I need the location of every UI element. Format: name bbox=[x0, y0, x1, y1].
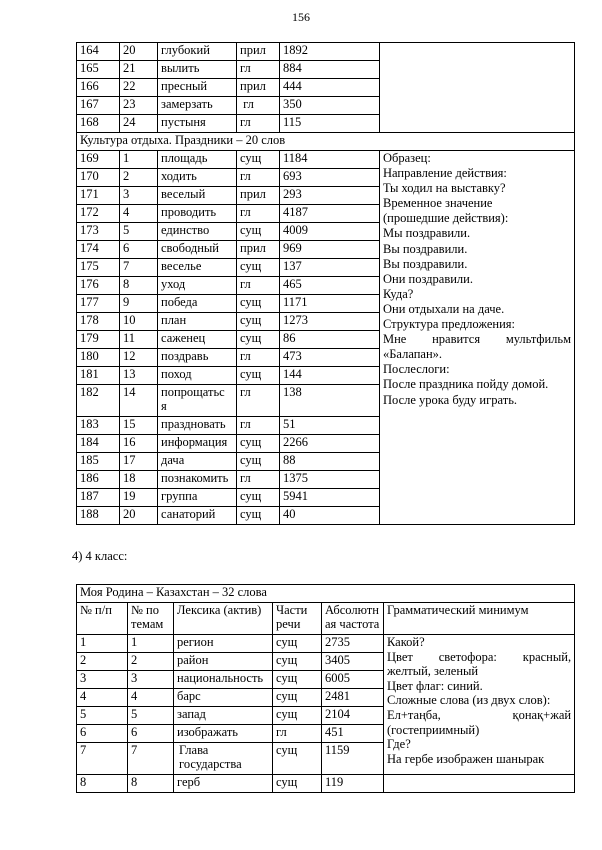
table-cell: 1273 bbox=[280, 313, 380, 331]
table-title-row bbox=[77, 585, 575, 603]
table-cell: поход bbox=[158, 367, 237, 385]
table-cell: 168 bbox=[77, 115, 120, 133]
grammar-line: Вы поздравили. bbox=[383, 241, 468, 256]
table-cell: 7 bbox=[128, 743, 174, 775]
table-cell: 6 bbox=[120, 241, 158, 259]
table-cell: 119 bbox=[322, 775, 384, 793]
table-cell: проводить bbox=[158, 205, 237, 223]
table-cell: 184 bbox=[77, 435, 120, 453]
table-cell: герб bbox=[174, 775, 273, 793]
table-cell: 115 bbox=[280, 115, 380, 133]
table-cell: 1892 bbox=[280, 43, 380, 61]
table-cell: гл bbox=[237, 97, 280, 115]
table-cell: 9 bbox=[120, 295, 158, 313]
table-cell: 5941 bbox=[280, 489, 380, 507]
page-number: 156 bbox=[292, 10, 310, 24]
table-cell: 186 bbox=[77, 471, 120, 489]
table-cell: 175 bbox=[77, 259, 120, 277]
table-cell: 171 bbox=[77, 187, 120, 205]
table-cell: 444 bbox=[280, 79, 380, 97]
table-cell: 8 bbox=[120, 277, 158, 295]
table-cell: 6 bbox=[128, 725, 174, 743]
table-row bbox=[77, 151, 575, 169]
header-cell: № п/п bbox=[77, 603, 128, 635]
table-cell: 138 bbox=[280, 385, 380, 417]
table-cell: 969 bbox=[280, 241, 380, 259]
table-cell: 4009 bbox=[280, 223, 380, 241]
table-cell: 180 bbox=[77, 349, 120, 367]
table-cell: 170 bbox=[77, 169, 120, 187]
section-title-row bbox=[77, 133, 575, 151]
table-cell: 179 bbox=[77, 331, 120, 349]
empty-grammar-cell bbox=[380, 43, 575, 133]
table-cell: 4 bbox=[128, 689, 174, 707]
grammar-minimum-cell bbox=[380, 151, 575, 525]
table-cell: поздравь bbox=[158, 349, 237, 367]
table-cell: 173 bbox=[77, 223, 120, 241]
grammar-line: После праздника пойду домой. bbox=[383, 377, 549, 392]
table-cell: 4187 bbox=[280, 205, 380, 223]
header-cell: Абсолютн ая частота bbox=[322, 603, 384, 635]
table-row bbox=[77, 43, 575, 61]
table-cell: площадь bbox=[158, 151, 237, 169]
table-cell: саженец bbox=[158, 331, 237, 349]
section-heading: 4) 4 класс: bbox=[72, 549, 128, 563]
grammar-line: На гербе изображен шанырак bbox=[387, 751, 545, 766]
header-cell: Грамматический минимум bbox=[384, 603, 575, 635]
table-cell: 1375 bbox=[280, 471, 380, 489]
grammar-line: Ты ходил на выставку? bbox=[383, 181, 506, 196]
table-cell: санаторий bbox=[158, 507, 237, 525]
table-cell: 21 bbox=[120, 61, 158, 79]
table-cell: 7 bbox=[120, 259, 158, 277]
table-cell: район bbox=[174, 653, 273, 671]
grammar-minimum-cell bbox=[384, 635, 575, 775]
table-cell: информация bbox=[158, 435, 237, 453]
table-cell: 1 bbox=[77, 635, 128, 653]
table-cell: сущ bbox=[237, 453, 280, 471]
header-cell: № по темам bbox=[128, 603, 174, 635]
table-cell: 88 bbox=[280, 453, 380, 471]
table-cell: 2266 bbox=[280, 435, 380, 453]
table-cell: 4 bbox=[77, 689, 128, 707]
table-cell: ходить bbox=[158, 169, 237, 187]
grammar-line: Послеслоги: bbox=[383, 362, 450, 377]
table-cell: 3405 bbox=[322, 653, 384, 671]
header-cell: Лексика (актив) bbox=[174, 603, 273, 635]
table-cell: гл bbox=[237, 61, 280, 79]
table-cell: 24 bbox=[120, 115, 158, 133]
table-cell: изображать bbox=[174, 725, 273, 743]
table-cell: гл bbox=[237, 115, 280, 133]
grammar-line: Структура предложения: bbox=[383, 317, 515, 332]
table-cell: 169 bbox=[77, 151, 120, 169]
grammar-line: Цвет светофора: красный, желтый, зеленый bbox=[387, 649, 572, 679]
table-cell: 350 bbox=[280, 97, 380, 115]
table-cell: 5 bbox=[77, 707, 128, 725]
table-row bbox=[77, 775, 575, 793]
table-cell: сущ bbox=[273, 671, 322, 689]
header-row bbox=[77, 603, 575, 635]
table-cell: 1 bbox=[120, 151, 158, 169]
table-cell: замерзать bbox=[158, 97, 237, 115]
grammar-line: Где? bbox=[387, 737, 411, 752]
table-cell: 451 bbox=[322, 725, 384, 743]
table-cell: национальность bbox=[174, 671, 273, 689]
table-cell: гл bbox=[237, 205, 280, 223]
table-cell: попрощатьс я bbox=[158, 385, 237, 417]
table-cell: сущ bbox=[237, 313, 280, 331]
table-cell: 7 bbox=[77, 743, 128, 775]
table-cell: 693 bbox=[280, 169, 380, 187]
table-cell: 3 bbox=[128, 671, 174, 689]
table-cell: свободный bbox=[158, 241, 237, 259]
table-cell: гл bbox=[237, 349, 280, 367]
table-cell: 177 bbox=[77, 295, 120, 313]
empty-grammar-cell bbox=[384, 775, 575, 793]
table-cell: 166 bbox=[77, 79, 120, 97]
table-cell: 293 bbox=[280, 187, 380, 205]
table-cell: 187 bbox=[77, 489, 120, 507]
table-cell: 167 bbox=[77, 97, 120, 115]
table-cell: 473 bbox=[280, 349, 380, 367]
table-cell: вылить bbox=[158, 61, 237, 79]
table-cell: сущ bbox=[273, 743, 322, 775]
table-cell: 11 bbox=[120, 331, 158, 349]
table-cell: 8 bbox=[128, 775, 174, 793]
table-cell: дача bbox=[158, 453, 237, 471]
table-cell: 14 bbox=[120, 385, 158, 417]
table-cell: сущ bbox=[273, 707, 322, 725]
table-cell: сущ bbox=[273, 653, 322, 671]
table-cell: 183 bbox=[77, 417, 120, 435]
grammar-line: Направление действия: bbox=[383, 166, 507, 181]
grammar-line: Цвет флаг: синий. bbox=[387, 678, 483, 693]
grammar-line: Ел+таңба, қонақ+жай (гостеприимный) bbox=[387, 707, 572, 737]
table-cell: 188 bbox=[77, 507, 120, 525]
table-cell: 10 bbox=[120, 313, 158, 331]
table-cell: 1 bbox=[128, 635, 174, 653]
table-cell: Глава государства bbox=[174, 743, 273, 775]
table-cell: запад bbox=[174, 707, 273, 725]
table-title: Моя Родина – Казахстан – 32 слова bbox=[77, 585, 575, 603]
table-cell: пресный bbox=[158, 79, 237, 97]
grammar-line: Какой? bbox=[387, 635, 425, 649]
table-cell: 181 bbox=[77, 367, 120, 385]
table-cell: прил bbox=[237, 187, 280, 205]
table-cell: победа bbox=[158, 295, 237, 313]
table-cell: 137 bbox=[280, 259, 380, 277]
table-cell: 884 bbox=[280, 61, 380, 79]
table-cell: прил bbox=[237, 241, 280, 259]
table-cell: 176 bbox=[77, 277, 120, 295]
grammar-line: Куда? bbox=[383, 286, 414, 301]
table-cell: 2481 bbox=[322, 689, 384, 707]
table-cell: веселье bbox=[158, 259, 237, 277]
table-cell: 20 bbox=[120, 43, 158, 61]
table-cell: сущ bbox=[237, 489, 280, 507]
table-cell: гл bbox=[273, 725, 322, 743]
grammar-line: Сложные слова (из двух слов): bbox=[387, 693, 551, 708]
table-cell: познакомить bbox=[158, 471, 237, 489]
table-cell: прил bbox=[237, 79, 280, 97]
table-cell: 16 bbox=[120, 435, 158, 453]
grammar-line: Они отдыхали на даче. bbox=[383, 301, 505, 316]
grammar-line: Временное значение bbox=[383, 196, 493, 211]
table-cell: 178 bbox=[77, 313, 120, 331]
table-cell: сущ bbox=[237, 151, 280, 169]
table-cell: сущ bbox=[237, 435, 280, 453]
table-cell: веселый bbox=[158, 187, 237, 205]
table-cell: сущ bbox=[237, 507, 280, 525]
table-cell: уход bbox=[158, 277, 237, 295]
table-cell: 17 bbox=[120, 453, 158, 471]
table-cell: сущ bbox=[237, 259, 280, 277]
table-cell: 174 bbox=[77, 241, 120, 259]
grammar-line: Они поздравили. bbox=[383, 271, 473, 286]
table-cell: единство bbox=[158, 223, 237, 241]
table-cell: 2 bbox=[128, 653, 174, 671]
table-cell: 8 bbox=[77, 775, 128, 793]
table-cell: 165 bbox=[77, 61, 120, 79]
table-cell: гл bbox=[237, 169, 280, 187]
grammar-line: Вы поздравили. bbox=[383, 256, 468, 271]
table-cell: 86 bbox=[280, 331, 380, 349]
table-cell: 13 bbox=[120, 367, 158, 385]
table-cell: 2 bbox=[77, 653, 128, 671]
table-cell: 19 bbox=[120, 489, 158, 507]
table-cell: 12 bbox=[120, 349, 158, 367]
table-cell: группа bbox=[158, 489, 237, 507]
table-cell: регион bbox=[174, 635, 273, 653]
table-cell: гл bbox=[237, 277, 280, 295]
table-cell: 3 bbox=[77, 671, 128, 689]
section-title: Культура отдыха. Праздники – 20 слов bbox=[77, 133, 575, 151]
table-cell: сущ bbox=[273, 635, 322, 653]
table-cell: 172 bbox=[77, 205, 120, 223]
vocabulary-table-3rd-grade bbox=[76, 42, 575, 525]
table-cell: 23 bbox=[120, 97, 158, 115]
table-cell: 1159 bbox=[322, 743, 384, 775]
table-cell: 2104 bbox=[322, 707, 384, 725]
table-cell: 465 bbox=[280, 277, 380, 295]
table-cell: 22 bbox=[120, 79, 158, 97]
table-cell: 2 bbox=[120, 169, 158, 187]
table-cell: праздновать bbox=[158, 417, 237, 435]
table-cell: 144 bbox=[280, 367, 380, 385]
table-cell: 51 bbox=[280, 417, 380, 435]
table-cell: 3 bbox=[120, 187, 158, 205]
table-cell: сущ bbox=[237, 367, 280, 385]
table-cell: 2735 bbox=[322, 635, 384, 653]
vocabulary-table-4th-grade bbox=[76, 584, 575, 793]
table-cell: 164 bbox=[77, 43, 120, 61]
grammar-line: «Балапан». bbox=[383, 347, 443, 362]
table-cell: пустыня bbox=[158, 115, 237, 133]
table-cell: сущ bbox=[273, 689, 322, 707]
grammar-line: (прошедшие действия): bbox=[383, 211, 509, 226]
table-row bbox=[77, 635, 575, 653]
table-cell: сущ bbox=[273, 775, 322, 793]
table-cell: план bbox=[158, 313, 237, 331]
table-cell: сущ bbox=[237, 331, 280, 349]
grammar-line: Образец: bbox=[383, 151, 431, 165]
table-cell: 15 bbox=[120, 417, 158, 435]
table-cell: сущ bbox=[237, 295, 280, 313]
grammar-line: Мы поздравили. bbox=[383, 226, 471, 241]
table-cell: прил bbox=[237, 43, 280, 61]
table-cell: 6005 bbox=[322, 671, 384, 689]
table-cell: 5 bbox=[120, 223, 158, 241]
table-cell: гл bbox=[237, 385, 280, 417]
table-cell: гл bbox=[237, 471, 280, 489]
table-cell: 5 bbox=[128, 707, 174, 725]
table-cell: 20 bbox=[120, 507, 158, 525]
table-cell: 6 bbox=[77, 725, 128, 743]
table-cell: сущ bbox=[237, 223, 280, 241]
table-cell: 1184 bbox=[280, 151, 380, 169]
table-cell: 185 bbox=[77, 453, 120, 471]
grammar-line: Мне нравится мультфильм bbox=[383, 332, 571, 347]
table-cell: 1171 bbox=[280, 295, 380, 313]
grammar-line: После урока буду играть. bbox=[383, 392, 518, 407]
header-cell: Части речи bbox=[273, 603, 322, 635]
table-cell: барс bbox=[174, 689, 273, 707]
table-cell: глубокий bbox=[158, 43, 237, 61]
table-cell: 182 bbox=[77, 385, 120, 417]
table-cell: гл bbox=[237, 417, 280, 435]
table-cell: 40 bbox=[280, 507, 380, 525]
table-cell: 4 bbox=[120, 205, 158, 223]
table-cell: 18 bbox=[120, 471, 158, 489]
